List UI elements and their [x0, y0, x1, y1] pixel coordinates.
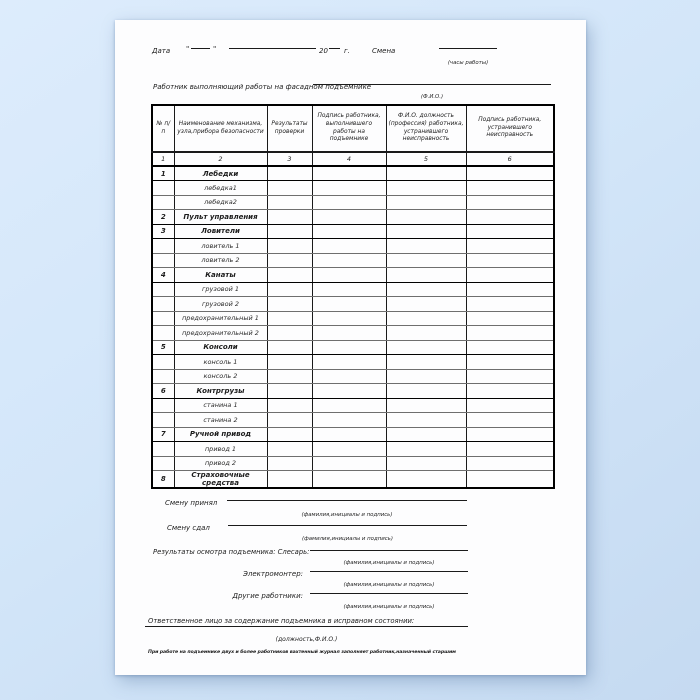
row-label-cell: лебедка2: [174, 195, 267, 210]
empty-cell: [312, 456, 386, 471]
empty-cell: [312, 195, 386, 210]
empty-cell: [466, 181, 554, 196]
empty-cell: [466, 239, 554, 254]
row-number-cell: [152, 239, 174, 254]
empty-cell: [312, 442, 386, 457]
row-label-cell: привод 2: [174, 456, 267, 471]
table-row: [152, 369, 554, 384]
empty-cell: [466, 413, 554, 428]
col-header-fixer-signature: Подпись работника, устранившего неисправность: [466, 105, 554, 152]
empty-cell: [386, 471, 466, 489]
empty-cell: [466, 224, 554, 239]
table-row: [152, 413, 554, 428]
table-header-row: [152, 105, 554, 152]
row-number-cell: [152, 297, 174, 312]
row-label-cell: предохранительный 2: [174, 326, 267, 341]
empty-cell: [466, 398, 554, 413]
empty-cell: [466, 253, 554, 268]
empty-cell: [466, 456, 554, 471]
empty-cell: [386, 326, 466, 341]
empty-cell: [386, 253, 466, 268]
empty-cell: [386, 166, 466, 181]
form-sheet: [115, 20, 586, 675]
col-number: 2: [174, 152, 267, 166]
row-number-cell: [152, 282, 174, 297]
shift-accepted-caption: (фамилия,инициалы и подпись): [301, 512, 393, 518]
empty-cell: [312, 224, 386, 239]
table-row: [152, 456, 554, 471]
col-number: 6: [466, 152, 554, 166]
shift-handed-line: [228, 525, 467, 526]
row-number-cell: 3: [152, 224, 174, 239]
row-label-cell: ловитель 2: [174, 253, 267, 268]
row-number-cell: [152, 442, 174, 457]
row-label-cell: грузовой 2: [174, 297, 267, 312]
table-row: [152, 181, 554, 196]
mechanic-line: [310, 550, 468, 551]
table-body: [152, 166, 554, 488]
col-number: 5: [386, 152, 466, 166]
other-workers-caption: (фамилия,инициалы и подпись): [343, 604, 435, 610]
empty-cell: [312, 210, 386, 225]
empty-cell: [267, 166, 312, 181]
table-row: [152, 268, 554, 283]
table-row: [152, 471, 554, 489]
empty-cell: [267, 384, 312, 399]
row-label-cell: Страховочные средства: [174, 471, 267, 489]
empty-cell: [312, 369, 386, 384]
empty-cell: [386, 224, 466, 239]
inspection-results-label: Результаты осмотра подъемника: Слесарь:: [153, 548, 310, 556]
year-prefix: 20: [319, 47, 328, 55]
year-suffix: г.: [344, 47, 350, 55]
empty-cell: [312, 282, 386, 297]
row-label-cell: ловитель 1: [174, 239, 267, 254]
empty-cell: [312, 326, 386, 341]
empty-cell: [466, 369, 554, 384]
row-label-cell: Лебедки: [174, 166, 267, 181]
empty-cell: [466, 384, 554, 399]
row-label-cell: станина 2: [174, 413, 267, 428]
empty-cell: [466, 297, 554, 312]
empty-cell: [466, 471, 554, 489]
row-label-cell: Пульт управления: [174, 210, 267, 225]
empty-cell: [386, 210, 466, 225]
row-label-cell: станина 1: [174, 398, 267, 413]
electrician-label: Электромонтер:: [242, 570, 303, 578]
empty-cell: [386, 442, 466, 457]
row-label-cell: Ручной привод: [174, 427, 267, 442]
empty-cell: [466, 166, 554, 181]
row-number-cell: [152, 326, 174, 341]
hours-caption: (часы работы): [447, 60, 489, 66]
column-numbers-row: [152, 152, 554, 166]
row-number-cell: 1: [152, 166, 174, 181]
row-number-cell: [152, 456, 174, 471]
empty-cell: [466, 340, 554, 355]
col-header-worker-signature: Подпись работника, выполнившего работы на подъемнике: [312, 105, 386, 152]
empty-cell: [466, 427, 554, 442]
table-row: [152, 340, 554, 355]
empty-cell: [466, 311, 554, 326]
table-row: [152, 297, 554, 312]
table-row: [152, 355, 554, 370]
empty-cell: [386, 311, 466, 326]
empty-cell: [386, 268, 466, 283]
empty-cell: [386, 398, 466, 413]
table-row: [152, 166, 554, 181]
empty-cell: [386, 239, 466, 254]
responsible-person-line: [145, 626, 468, 627]
table-row: [152, 427, 554, 442]
responsible-person-label: Ответственное лицо за содержание подъемника в исправном состоянии:: [148, 617, 415, 625]
mechanic-caption: (фамилия,инициалы и подпись): [343, 560, 435, 566]
empty-cell: [386, 195, 466, 210]
row-number-cell: 2: [152, 210, 174, 225]
col-header-mechanism: Наименование механизма, узла,прибора безопасности: [174, 105, 267, 152]
empty-cell: [267, 239, 312, 254]
shift-accepted-label: Смену принял: [165, 499, 218, 507]
shift-label: Смена: [372, 47, 396, 55]
empty-cell: [267, 181, 312, 196]
empty-cell: [267, 195, 312, 210]
row-number-cell: [152, 355, 174, 370]
empty-cell: [312, 471, 386, 489]
shift-handed-label: Смену сдал: [167, 524, 210, 532]
empty-cell: [312, 384, 386, 399]
table-row: [152, 398, 554, 413]
empty-cell: [267, 427, 312, 442]
row-number-cell: [152, 398, 174, 413]
row-number-cell: [152, 195, 174, 210]
empty-cell: [267, 282, 312, 297]
table-row: [152, 311, 554, 326]
empty-cell: [386, 340, 466, 355]
row-label-cell: привод 1: [174, 442, 267, 457]
row-label-cell: грузовой 1: [174, 282, 267, 297]
row-number-cell: [152, 253, 174, 268]
empty-cell: [466, 210, 554, 225]
empty-cell: [386, 427, 466, 442]
empty-cell: [386, 456, 466, 471]
table-row: [152, 224, 554, 239]
empty-cell: [386, 384, 466, 399]
empty-cell: [267, 398, 312, 413]
empty-cell: [267, 369, 312, 384]
table-row: [152, 442, 554, 457]
shift-handed-caption: (фамилия,инициалы и подпись): [302, 536, 393, 542]
empty-cell: [466, 355, 554, 370]
row-label-cell: Контргрузы: [174, 384, 267, 399]
empty-cell: [312, 166, 386, 181]
empty-cell: [267, 297, 312, 312]
empty-cell: [312, 398, 386, 413]
col-number: 3: [267, 152, 312, 166]
row-label-cell: консоль 1: [174, 355, 267, 370]
row-label-cell: Консоли: [174, 340, 267, 355]
empty-cell: [386, 413, 466, 428]
date-month-line: [229, 48, 316, 49]
row-number-cell: [152, 181, 174, 196]
empty-cell: [267, 340, 312, 355]
other-workers-label: Другие работники:: [232, 592, 303, 600]
row-number-cell: 7: [152, 427, 174, 442]
col-number: 4: [312, 152, 386, 166]
table-row: [152, 195, 554, 210]
row-number-cell: [152, 311, 174, 326]
empty-cell: [312, 311, 386, 326]
col-header-results: Результаты проверки: [267, 105, 312, 152]
empty-cell: [466, 282, 554, 297]
empty-cell: [312, 355, 386, 370]
empty-cell: [267, 311, 312, 326]
empty-cell: [386, 181, 466, 196]
empty-cell: [466, 268, 554, 283]
empty-cell: [267, 210, 312, 225]
position-caption: (должность,Ф.И.О.): [275, 636, 338, 643]
empty-cell: [466, 442, 554, 457]
empty-cell: [312, 340, 386, 355]
other-workers-line: [310, 593, 468, 594]
row-label-cell: предохранительный 1: [174, 311, 267, 326]
hours-line: [439, 48, 497, 49]
table-row: [152, 384, 554, 399]
electrician-line: [310, 571, 468, 572]
row-label-cell: лебедка1: [174, 181, 267, 196]
empty-cell: [267, 456, 312, 471]
empty-cell: [386, 369, 466, 384]
table-row: [152, 326, 554, 341]
empty-cell: [386, 282, 466, 297]
inspection-table: [151, 104, 555, 489]
empty-cell: [312, 181, 386, 196]
row-number-cell: 5: [152, 340, 174, 355]
empty-cell: [386, 355, 466, 370]
col-header-num: № п/п: [152, 105, 174, 152]
row-label-cell: Канаты: [174, 268, 267, 283]
col-header-fixer-name: Ф.И.О. должность (профессия) работника, устранившего неисправность: [386, 105, 466, 152]
table-row: [152, 253, 554, 268]
empty-cell: [312, 268, 386, 283]
electrician-caption: (фамилия,инициалы и подпись): [343, 582, 435, 588]
worker-name-line: [313, 84, 551, 85]
empty-cell: [312, 413, 386, 428]
table-row: [152, 239, 554, 254]
worker-label: Работник выполняющий работы на фасадном подъемнике: [153, 83, 372, 91]
year-line: [329, 48, 340, 49]
empty-cell: [312, 253, 386, 268]
table-row: [152, 210, 554, 225]
empty-cell: [312, 427, 386, 442]
row-number-cell: 6: [152, 384, 174, 399]
empty-cell: [267, 253, 312, 268]
footnote-text: При работе на подъемнике двух и более работников вахтенный журнал заполняет работник,назначенный старшим: [148, 650, 456, 655]
empty-cell: [386, 297, 466, 312]
empty-cell: [466, 326, 554, 341]
table-row: [152, 282, 554, 297]
date-day-line: [191, 48, 210, 49]
row-label-cell: Ловители: [174, 224, 267, 239]
row-number-cell: 8: [152, 471, 174, 489]
date-quote-close: ": [213, 45, 217, 53]
date-label: Дата: [152, 47, 171, 55]
shift-accepted-line: [227, 500, 467, 501]
row-number-cell: [152, 369, 174, 384]
empty-cell: [267, 268, 312, 283]
empty-cell: [267, 355, 312, 370]
empty-cell: [267, 326, 312, 341]
empty-cell: [312, 297, 386, 312]
empty-cell: [267, 224, 312, 239]
row-label-cell: консоль 2: [174, 369, 267, 384]
row-number-cell: [152, 413, 174, 428]
empty-cell: [312, 239, 386, 254]
date-quote-open: ": [186, 45, 190, 53]
empty-cell: [267, 442, 312, 457]
empty-cell: [466, 195, 554, 210]
empty-cell: [267, 413, 312, 428]
col-number: 1: [152, 152, 174, 166]
row-number-cell: 4: [152, 268, 174, 283]
fio-caption: (Ф.И.О.): [420, 94, 444, 100]
empty-cell: [267, 471, 312, 489]
